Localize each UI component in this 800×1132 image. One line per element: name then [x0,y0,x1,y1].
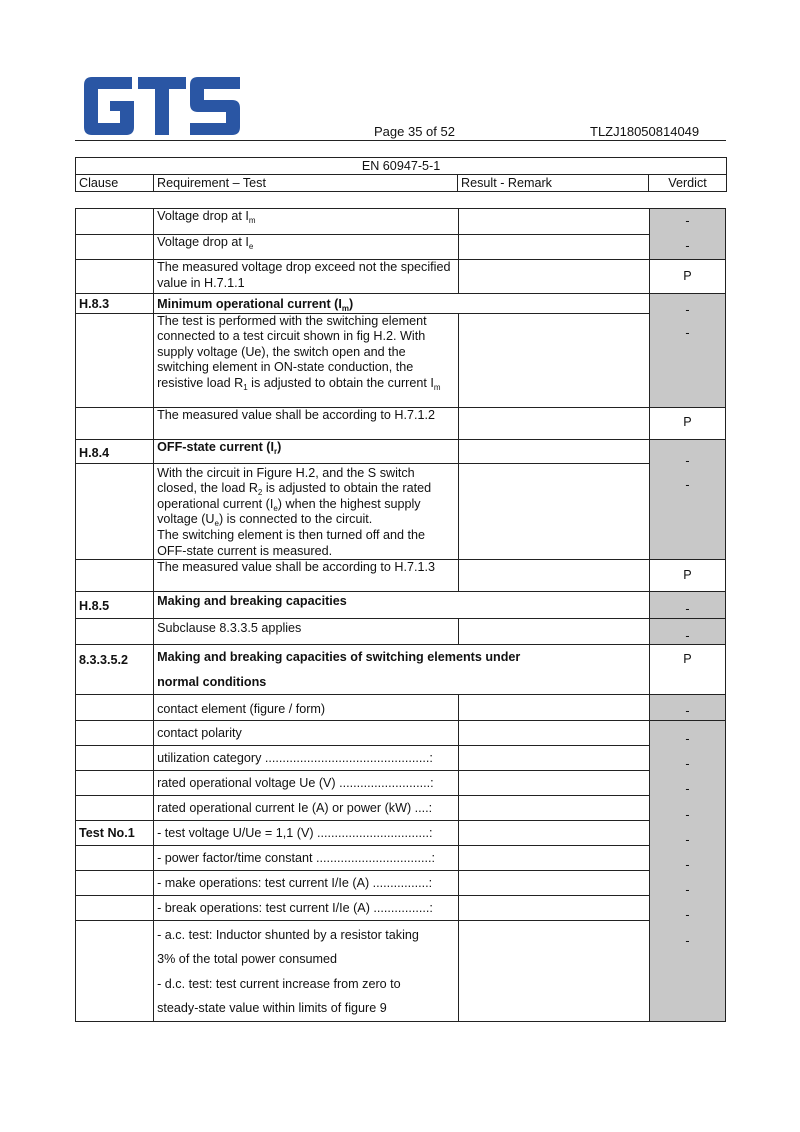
result-cell [458,407,649,439]
table-row [76,720,726,745]
result-cell [458,260,649,294]
result-cell [458,313,649,407]
clause-cell: Test No.1 [76,820,154,845]
verdict-cell: P [649,645,725,695]
requirement-cell: - break operations: test current I/Ie (A) ................: [154,895,458,920]
clause-cell [76,234,154,260]
page-number: Page 35 of 52 [374,124,455,139]
result-cell [458,463,649,560]
clause-cell: H.8.5 [76,592,154,619]
table-row [76,920,726,1021]
table-row [76,618,726,645]
verdict-cell: - [649,592,725,619]
requirement-cell: - power factor/time constant .................................: [154,845,458,870]
table-row [76,294,726,314]
requirement-cell: Voltage drop at $I_e$ [154,234,458,260]
requirement-cell: utilization category ...............................................: [154,745,458,770]
result-cell [458,920,649,1021]
table-row [76,795,726,820]
table-row [76,209,726,235]
result-cell [458,439,649,463]
table-row [76,870,726,895]
table-row [76,463,726,560]
verdict-cell: - - - - - - - - - [649,720,725,1021]
clause-cell [76,870,154,895]
standard-title: EN 60947-5-1 [76,158,727,175]
clause-cell [76,895,154,920]
col-clause: Clause [76,175,154,192]
requirement-cell: Making and breaking capacities [154,592,650,619]
result-cell [458,720,649,745]
clause-cell: 8.3.3.5.2 [76,645,154,695]
requirement-cell: contact polarity [154,720,458,745]
verdict-cell: - [649,618,725,645]
clause-cell [76,463,154,560]
table-row [76,770,726,795]
result-cell [458,695,649,721]
table-row [76,592,726,619]
clause-cell [76,313,154,407]
table-row [76,560,726,592]
requirement-cell: rated operational current Ie (A) or power (kW) ....: [154,795,458,820]
clause-cell [76,845,154,870]
table-row [76,745,726,770]
requirement-cell: - a.c. test: Inductor shunted by a resistor taking 3% of the total power consumed - d.c. test: test current increase from zero to steady-state value within limits of figure 9 [154,920,458,1021]
clause-cell [76,720,154,745]
table-header [75,157,727,192]
clause-cell: H.8.4 [76,439,154,463]
requirement-cell: rated operational voltage Ue (V) ..........................: [154,770,458,795]
table-row [76,439,726,463]
verdict-cell: P [649,560,725,592]
result-cell [458,820,649,845]
clause-cell [76,209,154,235]
col-verdict: Verdict [649,175,727,192]
clause-cell [76,795,154,820]
result-cell [458,770,649,795]
table-row [76,407,726,439]
gts-logo [84,77,240,135]
table-row [76,260,726,294]
clause-cell [76,560,154,592]
requirements-table [75,208,726,1022]
requirement-cell: With the circuit in Figure H.2, and the S switch closed, the load $R_2$ is adjusted to obtain the rated operational current $(I_e)$ when the highest supply voltage $(U_e)$ is connected to the circuit. The switching element is then turned off and the OFF-state current is measured. [154,463,458,560]
clause-cell [76,695,154,721]
verdict-cell: P [649,407,725,439]
result-cell [458,895,649,920]
requirement-cell: - make operations: test current I/Ie (A) ................: [154,870,458,895]
result-cell [458,795,649,820]
header-rule [75,140,726,141]
table-row [76,820,726,845]
verdict-cell: - [649,695,725,721]
requirement-cell: Making and breaking capacities of switching elements under normal conditions [154,645,650,695]
report-number: TLZJ18050814049 [590,124,700,139]
requirement-cell: Minimum operational current $(I_m)$ [154,294,650,314]
requirement-cell: The measured value shall be according to H.7.1.2 [154,407,458,439]
requirement-cell: OFF-state current $(I_r)$ [154,439,458,463]
table-row [76,313,726,407]
requirement-cell: Voltage drop at $I_m$ [154,209,458,235]
table-row [76,695,726,721]
result-cell [458,560,649,592]
requirement-cell: The measured value shall be according to H.7.1.3 [154,560,458,592]
result-cell [458,745,649,770]
requirement-cell: Subclause 8.3.3.5 applies [154,618,458,645]
requirement-cell: The measured voltage drop exceed not the specified value in H.7.1.1 [154,260,458,294]
result-cell [458,845,649,870]
result-cell [458,870,649,895]
table-row [76,234,726,260]
clause-cell [76,745,154,770]
table-row [76,845,726,870]
col-requirement: Requirement – Test [154,175,458,192]
table-row [76,895,726,920]
col-result: Result - Remark [458,175,649,192]
clause-cell [76,260,154,294]
clause-cell: H.8.3 [76,294,154,314]
verdict-cell: P [649,260,725,294]
result-cell [458,234,649,260]
verdict-cell: - - [649,439,725,560]
verdict-cell: - - [649,294,725,408]
clause-cell [76,618,154,645]
clause-cell [76,407,154,439]
requirement-cell: contact element (figure / form) [154,695,458,721]
result-cell [458,618,649,645]
requirement-cell: The test is performed with the switching element connected to a test circuit shown in fig H.2. With supply voltage (Ue), the switch open and the switching element in ON-state conduction, the resistive load $R_1$ is adjusted to obtain the current $I_m$ [154,313,458,407]
clause-cell [76,770,154,795]
requirement-cell: - test voltage U/Ue = 1,1 (V) ................................: [154,820,458,845]
table-row [76,645,726,695]
clause-cell [76,920,154,1021]
result-cell [458,209,649,235]
verdict-cell: - - [649,209,725,260]
